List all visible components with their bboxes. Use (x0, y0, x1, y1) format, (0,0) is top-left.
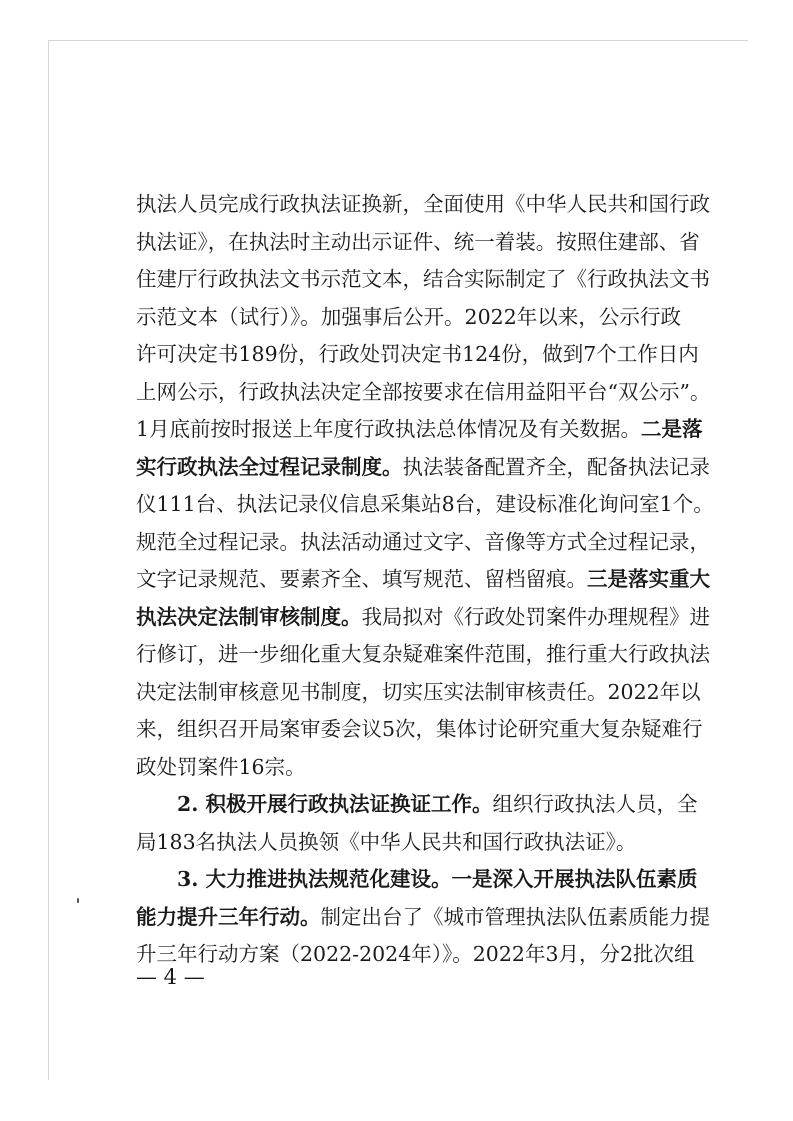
body-text: 来，组织召开局案审委会议5次，集体讨论研究重大复杂疑难行 (136, 717, 703, 741)
text-line (136, 711, 703, 749)
text-line (136, 299, 681, 337)
bold-heading-text: 三是落实重大 (587, 567, 710, 591)
text-line (136, 186, 710, 224)
body-text: 我局拟对《行政处罚案件办理规程》进 (361, 604, 710, 629)
text-line (136, 336, 699, 374)
text-line (136, 261, 710, 299)
body-text: 1月底前按时报送上年度行政执法总体情况及有关数据。 (136, 417, 642, 441)
body-text: 上网公示，行政执法决定全部按要求在信用益阳平台“双公示”。 (136, 379, 711, 404)
bold-heading-text: 3. 大力推进执法规范化建设。 (177, 867, 452, 891)
body-text: 决定法制审核意见书制度，切实压实法制审核责任。2022年以 (136, 679, 701, 704)
scan-speck (77, 898, 79, 903)
body-text: 局183名执法人员换领《中华人民共和国行政执法证》。 (136, 829, 637, 854)
text-line (136, 749, 681, 787)
text-line (136, 636, 710, 674)
bold-heading-text: 实行政执法全过程记录制度。 (136, 454, 403, 479)
body-text: 住建厅行政执法文书示范文本，结合实际制定了《行政执法文书 (136, 267, 710, 291)
text-line (136, 786, 698, 824)
bold-heading-text: 2. 积极开展行政执法证换证工作。 (177, 792, 493, 816)
text-line (136, 411, 703, 449)
text-line (136, 824, 681, 862)
body-text: 许可决定书189份，行政处罚决定书124份，做到7个工作日内 (136, 342, 699, 366)
body-text: 仪111台、执法记录仪信息采集站8台，建设标准化询问室1个。 (136, 492, 714, 516)
body-text: 执法装备配置齐全，配备执法记录 (402, 454, 710, 479)
bold-heading-text: 能力提升三年行动。 (136, 904, 321, 929)
bold-heading-text: 执法决定法制审核制度。 (136, 604, 362, 629)
text-line (136, 374, 711, 412)
body-text: 政处罚案件16宗。 (136, 754, 306, 779)
body-text: 升三年行动方案（2022-2024年）》。2022年3月，分2批次组 (136, 942, 695, 966)
body-text: 示范文本（试行）》。加强事后公开。2022年以来，公示行政 (136, 304, 681, 329)
body-text: 制定出台了《城市管理执法队伍素质能力提 (320, 904, 710, 929)
text-line (136, 674, 701, 712)
text-line (136, 524, 710, 562)
body-text: 组织行政执法人员，全 (492, 792, 698, 816)
body-text: 执法人员完成行政执法证换新，全面使用《中华人民共和国行政 (136, 192, 710, 216)
page-number: — 4 — (136, 965, 205, 989)
body-text: 执法证》，在执法时主动出示证件、统一着装。按照住建部、省 (136, 229, 700, 254)
scan-border-left (48, 40, 49, 1080)
text-line (136, 449, 710, 487)
bold-heading-text: 一是深入开展执法队伍素质 (451, 867, 698, 891)
document-body (136, 186, 714, 974)
body-text: 规范全过程记录。执法活动通过文字、音像等方式全过程记录， (136, 529, 710, 554)
text-line (136, 561, 710, 599)
body-text: 行修订，进一步细化重大复杂疑难案件范围，推行重大行政执法 (136, 642, 710, 666)
bold-heading-text: 二是落 (641, 417, 703, 441)
text-line (136, 861, 698, 899)
body-text: 文字记录规范、要素齐全、填写规范、留档留痕。 (136, 567, 587, 591)
text-line (136, 899, 710, 937)
text-line (136, 599, 710, 637)
text-line (136, 486, 714, 524)
scan-border-top (48, 40, 748, 41)
text-line (136, 224, 700, 262)
text-line (136, 936, 695, 974)
